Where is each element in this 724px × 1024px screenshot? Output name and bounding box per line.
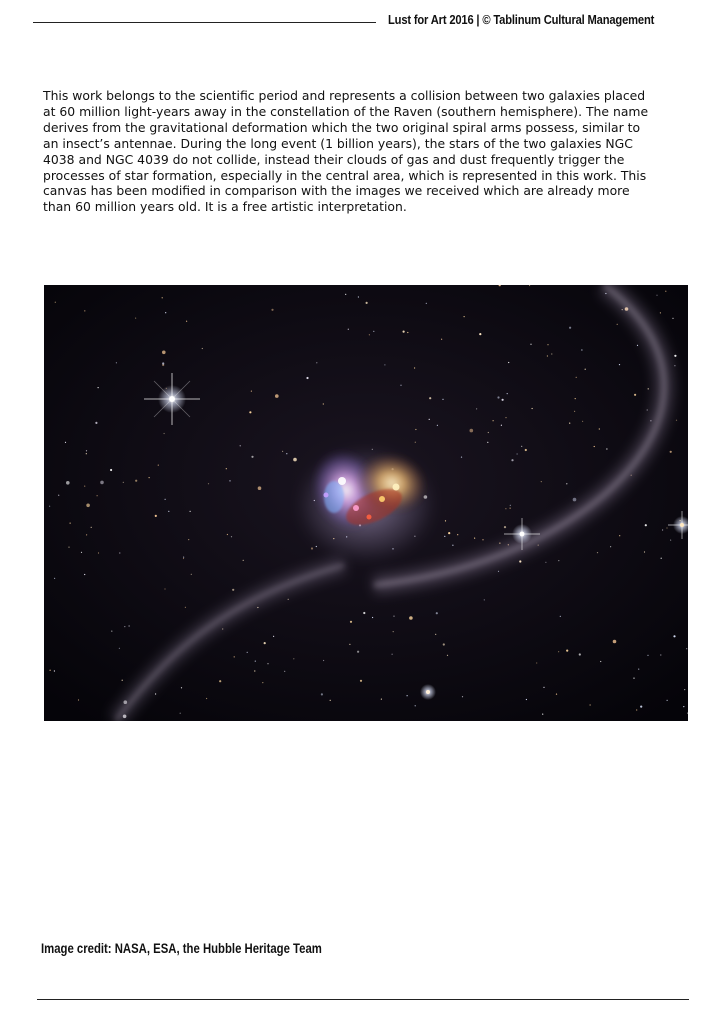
star (86, 450, 87, 451)
star (149, 477, 150, 478)
star (323, 660, 324, 661)
star (162, 351, 166, 355)
star (488, 432, 489, 433)
star (684, 689, 685, 690)
star (581, 349, 582, 350)
star (504, 526, 506, 528)
star (372, 617, 373, 618)
star (54, 670, 55, 671)
star (532, 408, 533, 409)
star (575, 398, 576, 399)
star (358, 296, 359, 297)
star (162, 297, 163, 298)
star (293, 458, 297, 462)
star (271, 309, 273, 311)
star (437, 425, 438, 426)
star (232, 589, 234, 591)
star (670, 540, 671, 541)
star (610, 546, 611, 547)
star (517, 453, 518, 454)
star (585, 369, 586, 370)
star (155, 515, 157, 517)
star (476, 408, 477, 409)
description-line: at 60 million light-years away in the constellation of the Raven (southern hemisphere). The name (43, 103, 649, 119)
star (350, 621, 352, 623)
star (613, 640, 617, 644)
star (670, 451, 672, 453)
star (560, 616, 561, 617)
star (188, 539, 189, 540)
star (667, 700, 668, 701)
star (633, 678, 634, 679)
star (594, 446, 595, 447)
star (482, 539, 483, 540)
star (640, 706, 642, 708)
star (676, 420, 677, 421)
description-line: This work belongs to the scientific period and represents a collision between two galaxies placed (43, 88, 646, 103)
star (662, 529, 663, 530)
star (181, 687, 182, 688)
star (231, 536, 232, 537)
star (84, 486, 85, 487)
star (393, 616, 394, 617)
star (135, 480, 137, 482)
star (637, 345, 638, 346)
star (202, 348, 203, 349)
star (110, 469, 112, 471)
star (599, 428, 600, 429)
star (526, 699, 527, 700)
star (519, 560, 521, 562)
star (464, 316, 465, 317)
star (254, 670, 255, 671)
star (316, 362, 317, 363)
bright-star (420, 684, 436, 700)
star (530, 344, 531, 345)
star (135, 318, 136, 319)
star (288, 599, 289, 600)
star (505, 508, 506, 509)
star (98, 552, 99, 553)
star (119, 552, 120, 553)
star (507, 393, 508, 394)
star (606, 448, 607, 449)
star (243, 560, 244, 561)
star (155, 693, 156, 694)
star (251, 456, 253, 458)
star (58, 495, 59, 496)
star (262, 682, 263, 683)
star (273, 636, 274, 637)
star (497, 396, 499, 398)
star (240, 445, 241, 446)
star (116, 362, 117, 363)
star (672, 318, 673, 319)
star (462, 696, 463, 697)
star (81, 552, 82, 553)
star (65, 442, 66, 443)
star (543, 687, 544, 688)
star (360, 680, 362, 682)
star (582, 421, 583, 422)
star (168, 511, 169, 512)
star (183, 557, 184, 558)
star (111, 631, 112, 632)
star (660, 312, 661, 313)
star (407, 332, 408, 333)
star (190, 511, 191, 512)
star (441, 339, 442, 340)
star (158, 465, 159, 466)
star (638, 669, 639, 670)
star (258, 486, 262, 490)
star (445, 520, 446, 521)
star (566, 483, 567, 484)
star (98, 387, 99, 388)
star (590, 704, 591, 705)
star (647, 655, 648, 656)
star (219, 680, 221, 682)
star (366, 302, 368, 304)
image-credit: Image credit: NASA, ESA, the Hubble Heritage Team (41, 941, 322, 956)
star (84, 310, 85, 311)
star (536, 662, 537, 663)
description-line: derives from the gravitational deformation which the two original spiral arms possess, similar to (43, 119, 641, 135)
star (510, 508, 511, 509)
star (86, 534, 87, 535)
star (487, 442, 488, 443)
star (54, 578, 55, 579)
star (474, 538, 475, 539)
star (545, 562, 546, 563)
star (226, 468, 227, 469)
star (499, 543, 500, 544)
star (619, 364, 620, 365)
star (573, 498, 577, 502)
star (636, 709, 637, 710)
star (569, 423, 570, 424)
star (349, 644, 350, 645)
star (123, 482, 124, 483)
star (275, 394, 279, 398)
description-line: an insect’s antennae. During the long event (1 billion years), the stars of the two galaxies NGC (43, 135, 633, 151)
star (70, 523, 71, 524)
star (392, 654, 393, 655)
star (484, 599, 485, 600)
star (286, 453, 287, 454)
star (511, 459, 513, 461)
star (162, 362, 164, 364)
star (566, 650, 568, 652)
star (505, 417, 506, 418)
star (255, 661, 256, 662)
description-line: than 60 million years old. It is a free artistic interpretation. (43, 199, 407, 215)
star (541, 481, 542, 482)
star (426, 303, 427, 304)
star (619, 535, 620, 536)
star (363, 612, 365, 614)
star (267, 663, 268, 664)
star (452, 545, 453, 546)
star (384, 364, 385, 365)
star (415, 705, 416, 706)
star (661, 558, 662, 559)
star (284, 671, 285, 672)
star (119, 648, 120, 649)
galaxy-image (44, 285, 688, 721)
star (229, 480, 230, 481)
star (498, 571, 499, 572)
star (648, 388, 649, 389)
star (647, 409, 648, 410)
star (393, 631, 394, 632)
star (78, 699, 79, 700)
star (525, 449, 527, 451)
star (180, 713, 181, 714)
description-line: canvas has been modified in comparison with the images we received which are already more (43, 183, 630, 199)
star (443, 643, 445, 645)
star (306, 377, 308, 379)
star (429, 419, 430, 420)
star (191, 574, 192, 575)
star (409, 616, 413, 620)
star (597, 552, 598, 553)
star (558, 560, 559, 561)
star (674, 355, 676, 357)
star (49, 506, 50, 507)
star (369, 334, 370, 335)
star (50, 670, 51, 671)
star (95, 422, 97, 424)
star (124, 626, 125, 627)
star (165, 312, 166, 313)
star (373, 331, 374, 332)
star (165, 499, 166, 500)
star (510, 505, 511, 506)
star (222, 628, 223, 629)
star (457, 534, 458, 535)
star (542, 714, 543, 715)
star (579, 653, 581, 655)
description-line: processes of star formation, especially in the central area, which is represented in this work. This (43, 167, 647, 183)
star (282, 451, 283, 452)
star (100, 481, 104, 485)
star (634, 394, 636, 396)
star (479, 333, 481, 335)
star (264, 642, 266, 644)
star (521, 446, 522, 447)
star (429, 397, 431, 399)
header-title: Lust for Art 2016 | © Tablinum Cultural Management (388, 12, 655, 27)
star (227, 534, 228, 535)
star (435, 634, 436, 635)
star (415, 442, 416, 443)
star (617, 324, 618, 325)
star (644, 551, 645, 552)
footer-rule (37, 999, 689, 1000)
galaxy-artwork (44, 285, 688, 721)
star (348, 329, 349, 330)
header-rule (33, 22, 376, 23)
star (164, 433, 165, 434)
star (293, 658, 294, 659)
star (68, 547, 69, 548)
star (556, 694, 557, 695)
star (493, 420, 494, 421)
star (436, 612, 438, 614)
star (311, 547, 313, 549)
star (674, 365, 675, 366)
star (345, 294, 346, 295)
star (414, 367, 415, 368)
star (673, 635, 675, 637)
star (321, 693, 323, 695)
star (569, 327, 571, 329)
star (656, 295, 657, 296)
star (508, 362, 509, 363)
star (97, 495, 98, 496)
star (257, 607, 258, 608)
star (208, 483, 209, 484)
star (600, 661, 601, 662)
star (86, 453, 87, 454)
star (400, 385, 401, 386)
star (66, 481, 70, 485)
star (666, 527, 667, 528)
star (84, 574, 85, 575)
star (247, 652, 248, 653)
star (357, 651, 359, 653)
star (551, 353, 552, 354)
star (122, 680, 123, 681)
star (381, 699, 382, 700)
star (558, 651, 559, 652)
star (249, 411, 251, 413)
star (330, 700, 331, 701)
star (323, 403, 324, 404)
star (576, 377, 577, 378)
star (442, 399, 443, 400)
star (234, 656, 235, 657)
star (645, 524, 647, 526)
star (183, 558, 184, 559)
star (185, 607, 186, 608)
star (686, 648, 687, 649)
star (129, 625, 130, 626)
star (665, 291, 666, 292)
star (683, 706, 684, 707)
star (403, 331, 405, 333)
star (164, 588, 165, 589)
star (407, 695, 408, 696)
star (444, 536, 445, 537)
star (447, 655, 448, 656)
star (206, 698, 207, 699)
star (91, 527, 92, 528)
star (470, 429, 474, 433)
star (502, 399, 504, 401)
star (186, 321, 187, 322)
star (448, 532, 450, 534)
star (547, 355, 548, 356)
star (660, 654, 661, 655)
star (547, 344, 548, 345)
star (55, 302, 56, 303)
star (415, 429, 416, 430)
star (251, 391, 252, 392)
star (461, 457, 462, 458)
star (86, 504, 90, 508)
description-line: 4038 and NGC 4039 do not collide, instead their clouds of gas and dust frequently trigger the (43, 151, 625, 167)
description-text (43, 88, 693, 215)
star (574, 411, 575, 412)
star (501, 425, 502, 426)
